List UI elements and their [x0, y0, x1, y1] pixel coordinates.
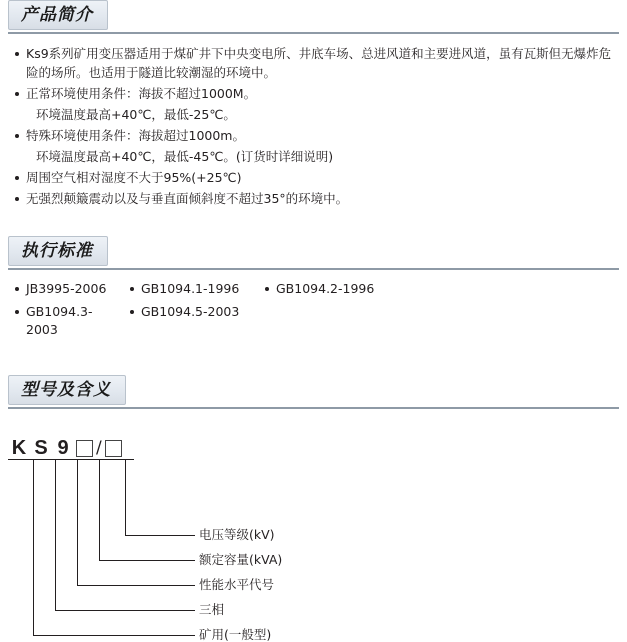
section-rule-intro: [8, 32, 619, 34]
leader-label-performance: 性能水平代号: [199, 577, 275, 592]
standards-body: [0, 270, 627, 339]
leader-line-voltage-horizontal: [125, 535, 195, 536]
section-title-standards: 执行标准: [21, 240, 93, 261]
leader-label-capacity: 额定容量(kVA): [199, 552, 283, 567]
model-char-9: 9: [57, 437, 69, 459]
leader-label-mining: 矿用(一般型): [199, 627, 272, 642]
section-title-box-model: [8, 375, 126, 405]
list-item: Ks9系列矿用变压器适用于煤矿井下中央变电所、井底车场、总进风道和主要进风道，虽有瓦斯但无爆炸危险的场所。也适用于隧道比较潮湿的环境中。: [14, 44, 613, 82]
model-char-s: S: [34, 437, 48, 459]
section-title-model: 型号及含义: [21, 379, 111, 400]
list-item: 环境温度最高+40℃，最低-45℃。(订货时详细说明): [36, 149, 334, 164]
model-char-k: K: [11, 437, 27, 459]
leader-label-voltage: 电压等级(kV): [199, 527, 275, 542]
leader-line-threephase-horizontal: [55, 610, 195, 611]
model-code-underline: [8, 459, 134, 460]
list-item: 无强烈颠簸震动以及与垂直面倾斜度不超过35°的环境中。: [14, 189, 613, 208]
leader-label-threephase: 三相: [199, 602, 225, 617]
section-title-intro: 产品简介: [21, 4, 93, 25]
leader-line-capacity-horizontal: [99, 560, 195, 561]
list-item: 周围空气相对湿度不大于95%(+25℃): [14, 168, 613, 187]
section-header-model: [0, 375, 627, 409]
leader-line-threephase-vertical: [55, 460, 56, 610]
leader-line-voltage-vertical: [125, 460, 126, 535]
model-box-voltage: [105, 440, 122, 457]
section-header-intro: [0, 0, 627, 34]
list-item: GB1094.3-2003: [14, 303, 119, 339]
section-rule-standards: [8, 268, 619, 270]
intro-bullet-list: [14, 44, 613, 208]
section-title-box-standards: [8, 236, 108, 266]
model-code-row: [8, 433, 124, 459]
model-separator: /: [96, 438, 102, 458]
list-item: 正常环境使用条件：海拔不超过1000M。: [14, 84, 613, 103]
model-box-capacity: [76, 440, 93, 457]
intro-body: [0, 34, 627, 208]
leader-line-capacity-vertical: [99, 460, 100, 560]
standards-row: [14, 303, 613, 339]
list-item: JB3995-2006: [14, 280, 119, 298]
leader-line-mining-horizontal: [33, 635, 195, 636]
leader-line-mining-vertical: [33, 460, 34, 635]
section-title-box-intro: [8, 0, 108, 30]
section-header-standards: [0, 236, 627, 270]
list-item: 特殊环境使用条件：海拔超过1000m。: [14, 126, 613, 145]
list-item: GB1094.2-1996: [264, 280, 374, 298]
standards-row: [14, 280, 613, 298]
leader-line-performance-vertical: [77, 460, 78, 585]
list-item: 环境温度最高+40℃，最低-25℃。: [36, 107, 236, 122]
list-item: GB1094.1-1996: [129, 280, 254, 298]
leader-line-performance-horizontal: [77, 585, 195, 586]
list-item: GB1094.5-2003: [129, 303, 239, 339]
model-code-diagram: [0, 409, 627, 642]
